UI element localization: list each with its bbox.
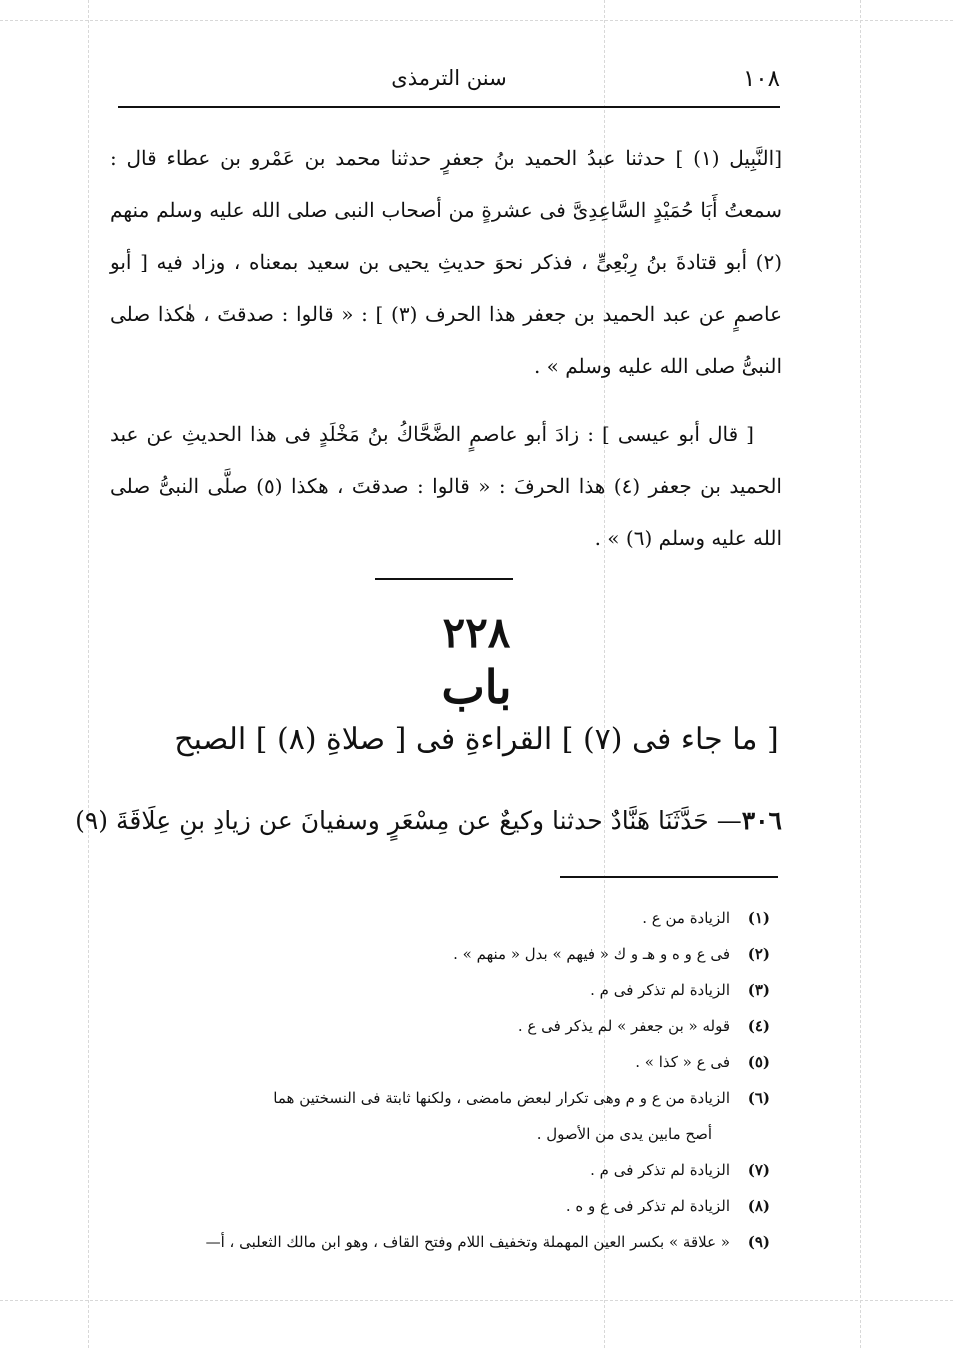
footnote-number: (٣) <box>747 981 770 999</box>
footnote-item <box>100 900 770 936</box>
footnote-continuation <box>100 1116 770 1152</box>
footnote-text: قوله « بن جعفر » لم يذكر فى ع . <box>517 1017 730 1035</box>
footnote-text: أصح مابين يدى من الأصول . <box>536 1125 712 1143</box>
footnote-number: (٧) <box>747 1161 770 1179</box>
footnote-item <box>100 1188 770 1224</box>
hadith-number: ٣٠٦ <box>741 806 782 835</box>
footnote-number: (٤) <box>747 1017 770 1035</box>
footnote-item <box>100 972 770 1008</box>
hadith-line <box>75 806 782 835</box>
footnote-text: الزيادة من ع . <box>642 909 730 927</box>
footnote-item <box>100 1008 770 1044</box>
section-separator <box>375 578 513 580</box>
footnote-item <box>100 1044 770 1080</box>
guide-line <box>0 1300 953 1301</box>
footnote-number: (١) <box>747 909 770 927</box>
footnote-number: (٨) <box>747 1197 770 1215</box>
footnote-text: الزيادة لم تذكر فى ع و ه . <box>565 1197 730 1215</box>
page-header <box>118 58 780 102</box>
footnote-text: فى ع « كذا » . <box>635 1053 730 1071</box>
footnote-number: (٩) <box>747 1233 770 1251</box>
footnote-text: الزيادة من ع و م وهى تكرار لبعض مامضى ، ولكنها ثابتة فى النسختين هما <box>273 1089 730 1107</box>
guide-line <box>0 20 953 21</box>
footnote-number: (٦) <box>747 1089 770 1107</box>
chapter-heading: باب <box>441 660 512 714</box>
footnote-rule <box>560 876 778 878</box>
chapter-number: ٢٢٨ <box>442 608 511 657</box>
page-number: ١٠٨ <box>742 66 780 92</box>
footnote-text: « علاقة » بكسر العين المهملة وتخفيف اللام وفتح القاف ، وهو ابن مالك الثعلبى ، أ— <box>205 1233 730 1251</box>
footnote-number: (٥) <box>747 1053 770 1071</box>
footnote-item <box>100 1224 770 1260</box>
footnote-item <box>100 936 770 972</box>
footnotes <box>100 900 770 1260</box>
hadith-text: — حَدَّثَنَا هَنَّادٌ حدثنا وكيعٌ عن مِسْعَرٍ وسفيانَ عن زيادِ بنِ عِلَاقَةَ (٩) <box>75 806 742 835</box>
footnote-item <box>100 1152 770 1188</box>
chapter-title: [ ما جاء فى (٧) ] القراءةِ فى [ صلاةِ (٨) ] الصبح <box>174 722 779 757</box>
running-title: سنن الترمذى <box>391 66 507 90</box>
footnote-item <box>100 1080 770 1116</box>
body-paragraph-1: [النَّبِيل (١) ] حدثنا عبدُ الحميد بنُ جعفرٍ حدثنا محمد بن عَمْرو بن عطاء قال : سمعتُ أَبَا حُمَيْدٍ السَّاعِدِىَّ فى عشرةٍ من أصحاب النبى صلى الله عليه وسلم منهم (٢) أبو قتادةَ بنُ رِبْعِىٍّ ، فذكر نحوَ حديثِ يحيى بن سعيد بمعناه ، وزاد فيه [ أبو عاصمٍ عن عبد الحميد بن جعفر هذا الحرف (٣) ] : « قالوا : صدقتَ ، هٰكذا صلى النبىُّ صلى الله عليه وسلم » . <box>110 146 782 378</box>
body-paragraph-2: [ قال أبو عيسى ] : زادَ أبو عاصمٍ الضَّحَّاكُ بنُ مَخْلَدٍ فى هذا الحديثِ عن عبد الحميد بن جعفر (٤) هذا الحرفَ : « قالوا : صدقتَ ، هكذا (٥) صلَّى النبىُّ صلى الله عليه وسلم (٦) » . <box>110 422 782 550</box>
footnote-text: الزيادة لم تذكر فى م . <box>590 981 730 999</box>
header-rule <box>118 106 780 108</box>
footnote-number: (٢) <box>747 945 770 963</box>
footnote-text: الزيادة لم تذكر فى م . <box>590 1161 730 1179</box>
footnote-text: فى ع و ه و هـ و ك « فيهم » بدل « منهم » . <box>453 945 730 963</box>
